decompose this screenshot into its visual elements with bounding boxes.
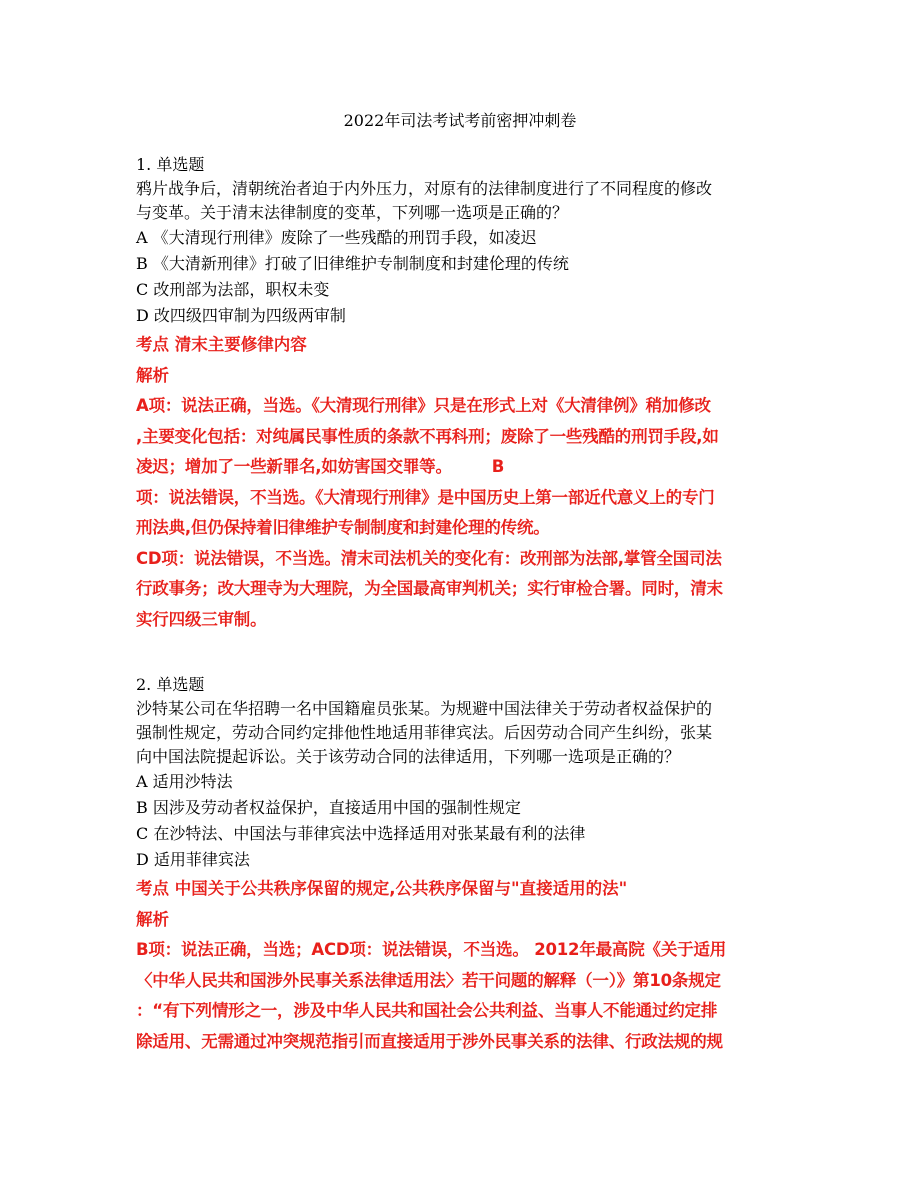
question-header: 2. 单选题 — [136, 675, 205, 694]
jiexi-line: CD项：说法错误，不当选。清末司法机关的变化有：改刑部为法部,掌管全国司法 — [136, 548, 722, 568]
question-stem-line: 向中国法院提起诉讼。关于该劳动合同的法律适用，下列哪一选项是正确的？ — [136, 747, 681, 766]
question-header: 1. 单选题 — [136, 155, 205, 174]
page-title: 2022年司法考试考前密押冲刺卷 — [343, 111, 577, 130]
jiexi-line — [136, 452, 796, 483]
kaodian: 考点 中国关于公共秩序保留的规定,公共秩序保留与"直接适用的法" — [136, 879, 628, 898]
question-stem-line: 与变革。关于清末法律制度的变革，下列哪一选项是正确的？ — [136, 203, 569, 222]
jiexi-text: 凌迟；增加了一些新罪名,如妨害国交罪等。 — [136, 457, 452, 476]
kaodian: 考点 清末主要修律内容 — [136, 335, 307, 354]
question-2 — [136, 673, 796, 1057]
jiexi-line: ：“有下列情形之一，涉及中华人民共和国社会公共利益、当事人不能通过约定排 — [136, 1001, 718, 1020]
jiexi-line: 〈中华人民共和国涉外民事关系法律适用法〉若干问题的解释（一）》第10条规定 — [136, 970, 721, 990]
question-stem-line: 鸦片战争后，清朝统治者迫于内外压力，对原有的法律制度进行了不同程度的修改 — [136, 179, 713, 198]
option-b: B 《大清新刑律》打破了旧律维护专制制度和封建伦理的传统 — [136, 254, 569, 273]
jiexi-line: 除适用、无需通过冲突规范指引而直接适用于涉外民事关系的法律、行政法规的规 — [136, 1031, 723, 1051]
option-c: C 在沙特法、中国法与菲律宾法中选择适用对张某最有利的法律 — [136, 824, 586, 843]
question-stem-line: 沙特某公司在华招聘一名中国籍雇员张某。为规避中国法律关于劳动者权益保护的 — [136, 699, 713, 718]
option-a: A 《大清现行刑律》废除了一些残酷的刑罚手段，如凌迟 — [136, 228, 537, 247]
jiexi-line: 实行四级三审制。 — [136, 609, 267, 629]
jiexi-line: B项：说法正确，当选；ACD项：说法错误，不当选。 2012年最高院《关于适用 — [136, 940, 727, 959]
option-d: D 适用菲律宾法 — [136, 850, 250, 869]
jiexi-line: ,主要变化包括：对纯属民事性质的条款不再科刑；废除了一些残酷的刑罚手段,如 — [136, 426, 719, 446]
jiexi-line: 行政事务；改大理寺为大理院，为全国最高审判机关；实行审检合署。同时，清末 — [136, 579, 723, 598]
jiexi-label: 解析 — [136, 910, 169, 929]
jiexi-line: A项：说法正确，当选。《大清现行刑律》只是在形式上对《大清律例》稍加修改 — [136, 396, 711, 415]
option-b: B 因涉及劳动者权益保护，直接适用中国的强制性规定 — [136, 798, 521, 817]
question-stem-line: 强制性规定，劳动合同约定排他性地适用菲律宾法。后因劳动合同产生纠纷，张某 — [136, 723, 713, 742]
jiexi-text: B — [491, 457, 505, 476]
option-c: C 改刑部为法部，职权未变 — [136, 280, 330, 299]
jiexi-label: 解析 — [136, 366, 169, 385]
jiexi-line: 项：说法错误，不当选。《大清现行刑律》是中国历史上第一部近代意义上的专门 — [136, 487, 715, 507]
jiexi-line: 刑法典,但仍保持着旧律维护专制制度和封建伦理的传统。 — [136, 518, 550, 537]
option-d: D 改四级四审制为四级两审制 — [136, 306, 346, 325]
question-1 — [136, 153, 796, 635]
option-a: A 适用沙特法 — [136, 772, 233, 791]
